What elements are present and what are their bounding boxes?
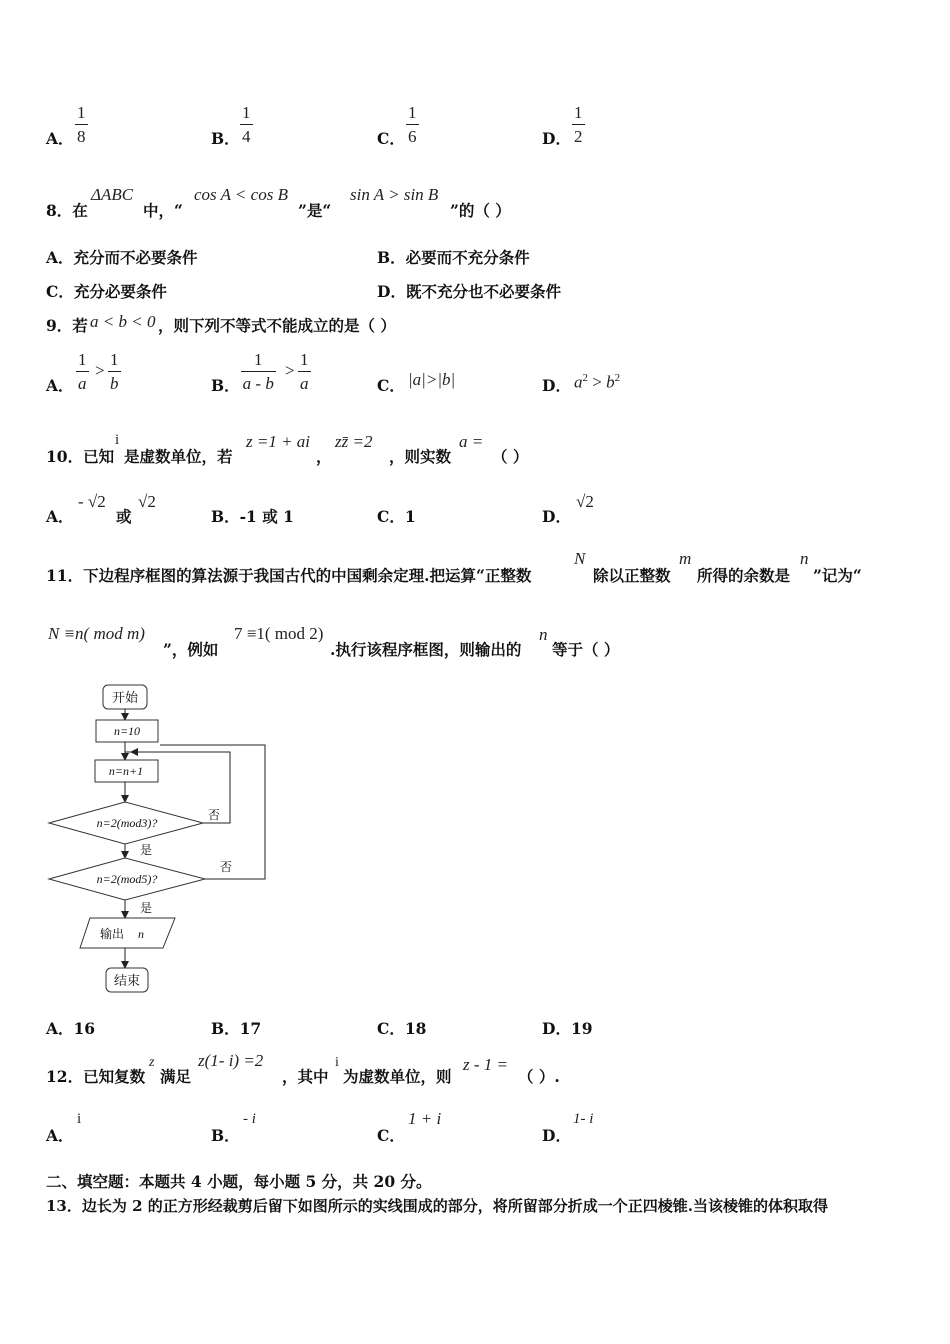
q8-suffix: ”的（ ） <box>450 201 511 220</box>
q11-example: 7 ≡1( mod 2) <box>234 624 324 643</box>
q12-option-c-label: C． <box>377 1126 405 1145</box>
q10-option-b: B．-1 或 1 <box>211 507 294 526</box>
q12-suffix: （ ）. <box>518 1067 560 1086</box>
q13-text: 13．边长为 2 的正方形经裁剪后留下如图所示的实线围成的部分，将所留部分折成一个正四棱锥.当该棱锥的体积取得 <box>46 1197 828 1215</box>
q9-c-expression: |a|>|b| <box>408 370 456 389</box>
flow-init-text: n=10 <box>113 724 141 738</box>
flow-output-box <box>80 918 175 948</box>
q12-prefix: 12．已知复数 <box>46 1067 146 1086</box>
q7-a-denominator: 8 <box>75 124 88 145</box>
q10-option-d-label: D． <box>542 507 571 526</box>
section2-heading: 二、填空题：本题共 4 小题，每小题 5 分，共 20 分。 <box>46 1172 432 1191</box>
q11-line2-b: .执行该程序框图，则输出的 <box>330 640 522 659</box>
q9-d-base1: a <box>574 372 583 392</box>
flow-end-text: 结束 <box>113 973 141 988</box>
q12-a-expr: i <box>77 1111 82 1127</box>
q7-option-c-fraction <box>406 104 419 145</box>
q9-a-right-fraction <box>108 351 121 392</box>
q9-a-left-num: 1 <box>78 350 87 369</box>
q7-c-numerator: 1 <box>408 103 417 122</box>
flow-cond1-text: n=2(mod3)? <box>96 816 158 830</box>
flow-no2-label: 否 <box>220 860 233 874</box>
q11-line1-c: 所得的余数是 <box>697 566 791 585</box>
q12-option-d-label: D． <box>542 1126 571 1145</box>
q9-d-expression <box>574 372 620 393</box>
q11-line1-b: 除以正整数 <box>593 566 671 585</box>
q12-expression: z - 1 = <box>463 1055 508 1074</box>
q9-b-operator: > <box>285 361 295 380</box>
q11-option-b: B．17 <box>211 1019 262 1038</box>
q9-prefix: 9．若 <box>46 316 88 335</box>
q8-option-d: D．既不充分也不必要条件 <box>377 282 561 301</box>
q9-option-a-label: A． <box>46 376 74 395</box>
q7-a-numerator: 1 <box>77 103 86 122</box>
q9-a-right-num: 1 <box>110 350 119 369</box>
q9-b-right-fraction <box>298 351 311 392</box>
q7-d-denominator: 2 <box>572 124 585 145</box>
q11-option-d: D．19 <box>542 1019 593 1038</box>
q10-prefix: 10．已知 <box>46 447 115 466</box>
q7-d-numerator: 1 <box>574 103 583 122</box>
q9-b-left-num: 1 <box>254 350 263 369</box>
q8-prefix: 8．在 <box>46 201 88 220</box>
flowchart <box>40 680 280 1000</box>
q7-option-d-fraction <box>572 104 585 145</box>
q9-a-operator: > <box>95 361 105 380</box>
q9-d-base2: b <box>606 372 615 392</box>
q9-b-left-fraction <box>240 351 277 392</box>
q9-b-right-num: 1 <box>300 350 309 369</box>
q10-option-c: C．1 <box>377 507 416 526</box>
q10-mid1: 是虚数单位，若 <box>124 447 233 466</box>
q9-option-c-label: C． <box>377 376 405 395</box>
q10-a-expr2: √2 <box>138 492 156 511</box>
q8-mid2: ”是“ <box>298 201 332 220</box>
q7-b-numerator: 1 <box>242 103 251 122</box>
flow-output-var: n <box>138 927 144 941</box>
q8-option-a: A．充分而不必要条件 <box>46 248 198 267</box>
q8-condition-1: cos A < cos B <box>194 185 288 204</box>
q12-mid3: 为虚数单位，则 <box>343 1067 452 1086</box>
q7-option-d-label: D． <box>542 129 571 148</box>
q10-eq2: zz̄ =2 <box>335 432 373 451</box>
q10-suffix: （ ） <box>492 447 529 466</box>
q12-mid1: 满足 <box>160 1067 192 1086</box>
q7-b-denominator: 4 <box>240 124 253 145</box>
q9-a-left-den: a <box>76 371 89 392</box>
q9-d-exp1: 2 <box>582 372 588 384</box>
flow-output-label: 输出 <box>100 927 125 941</box>
q7-option-b-label: B． <box>211 129 240 148</box>
q12-z: z <box>149 1055 155 1070</box>
q12-option-a-label: A． <box>46 1126 74 1145</box>
q9-b-right-den: a <box>298 371 311 392</box>
q12-b-expr: - i <box>243 1111 256 1127</box>
q8-option-b: B．必要而不充分条件 <box>377 248 530 267</box>
flow-yes1-label: 是 <box>140 843 153 857</box>
q11-m: m <box>679 549 692 568</box>
q9-a-right-den: b <box>108 371 121 392</box>
q11-N: N <box>574 549 586 568</box>
q9-condition: a < b < 0 <box>90 312 156 331</box>
q12-equation: z(1- i) =2 <box>198 1051 264 1070</box>
q11-option-c: C．18 <box>377 1019 427 1038</box>
q11-line2-c: 等于（ ） <box>552 640 620 659</box>
q9-d-exp2: 2 <box>614 372 621 384</box>
q7-option-b-fraction <box>240 104 253 145</box>
q10-eq1: z =1 + ai <box>246 432 311 451</box>
q8-mid1: 中，“ <box>143 201 183 220</box>
q9-b-left-den: a - b <box>241 371 276 392</box>
q11-option-a: A．16 <box>46 1019 96 1038</box>
q11-n2: n <box>539 625 548 644</box>
q7-c-denominator: 6 <box>406 124 419 145</box>
q9-suffix: ，则下列不等式不能成立的是（ ） <box>158 316 396 335</box>
q9-d-operator: > <box>588 372 607 392</box>
q11-notation: N ≡n( mod m) <box>48 624 145 643</box>
q12-option-b-label: B． <box>211 1126 240 1145</box>
flow-incr-text: n=n+1 <box>108 764 144 778</box>
q8-triangle: ΔABC <box>91 185 134 204</box>
q12-imag-unit: i <box>335 1055 339 1070</box>
flow-no1-label: 否 <box>208 808 221 822</box>
q7-option-a-fraction <box>75 104 88 145</box>
q11-n: n <box>800 549 809 568</box>
q10-option-a-label: A． <box>46 507 74 526</box>
q9-a-left-fraction <box>76 351 89 392</box>
q10-a-or: 或 <box>116 507 132 526</box>
q8-option-c: C．充分必要条件 <box>46 282 167 301</box>
flow-start-text: 开始 <box>111 690 139 705</box>
q10-mid2: ，则实数 <box>389 447 452 466</box>
q12-c-expr: 1 + i <box>408 1109 442 1128</box>
q11-line1-a: 11．下边程序框图的算法源于我国古代的中国剩余定理.把运算“正整数 <box>46 566 532 585</box>
q10-a-expr1: - √2 <box>78 492 106 511</box>
q12-d-expr: 1- i <box>573 1111 594 1127</box>
q9-option-b-label: B． <box>211 376 240 395</box>
q10-comma: ， <box>316 447 332 466</box>
q10-imag-unit: i <box>115 432 120 448</box>
q8-condition-2: sin A > sin B <box>350 185 439 204</box>
q11-line1-d: ”记为“ <box>813 566 862 585</box>
q10-d-expr: √2 <box>576 492 594 511</box>
q7-option-a-label: A． <box>46 129 74 148</box>
q11-line2-a: ”，例如 <box>163 640 219 659</box>
q9-option-d-label: D． <box>542 376 571 395</box>
flow-cond2-text: n=2(mod5)? <box>96 872 158 886</box>
q7-option-c-label: C． <box>377 129 405 148</box>
q10-eq3: a = <box>459 432 484 451</box>
q12-mid2: ，其中 <box>282 1067 329 1086</box>
flow-yes2-label: 是 <box>140 901 153 915</box>
